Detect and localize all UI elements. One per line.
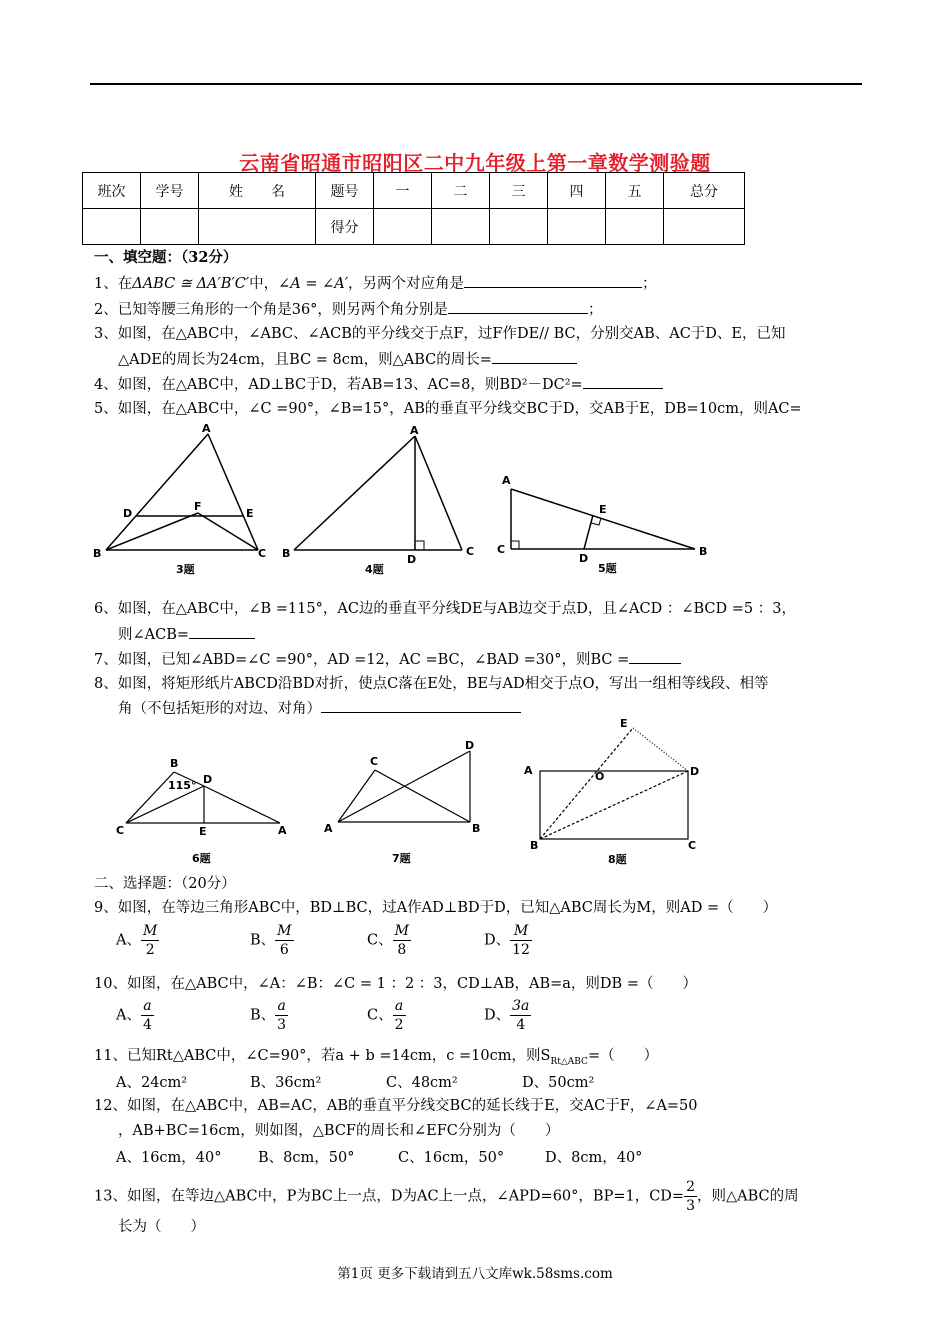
fraction <box>684 1178 697 1215</box>
q1-text: ； <box>642 276 657 292</box>
figure-line <box>338 770 375 822</box>
angle-label: 115° <box>168 779 197 792</box>
right-angle-mark <box>511 541 519 549</box>
question-8-line-2 <box>118 698 521 719</box>
question-3-line-1: 3、如图，在△ABC中，∠ABC、∠ACB的平分线交于点F，过F作DE// BC，分别交AB、AC于D、E，已知 <box>94 326 786 342</box>
question-11 <box>94 1046 658 1072</box>
option-label: C、 <box>367 932 393 949</box>
q11-subscript: Rt△ABC <box>550 1056 588 1067</box>
figure-line <box>126 772 174 823</box>
vertex-label: O <box>595 770 605 783</box>
vertex-label: A <box>524 764 533 777</box>
question-12-line-1: 12、如图，在△ABC中，AB=AC，AB的垂直平分线交BC的延长线于E，交AC于F，∠A=50 <box>94 1098 698 1114</box>
header-rule <box>90 83 862 85</box>
vertex-label: B <box>170 757 179 770</box>
vertex-label: D <box>123 507 133 520</box>
q8-text: 角（不包括矩形的对边、对角） <box>118 701 321 717</box>
option-d[interactable] <box>484 997 531 1034</box>
vertex-label: D <box>465 739 475 752</box>
table-cell: 题号 <box>316 173 374 209</box>
score-cell[interactable] <box>664 209 745 245</box>
denominator: 3 <box>277 1017 287 1033</box>
vertex-label: C <box>688 839 697 852</box>
page-footer: 第1页 更多下载请到五八文库wk.58sms.com <box>337 1266 613 1282</box>
vertex-label: F <box>194 500 202 513</box>
option-label: D、 <box>484 932 511 949</box>
figure-caption: 3题 <box>176 563 195 576</box>
question-5: 5、如图，在△ABC中，∠C =90°，∠B=15°，AB的垂直平分线交BC于D，交AB于E，DB=10cm，则AC= <box>94 401 802 417</box>
figure-7 <box>320 740 490 867</box>
score-cell[interactable] <box>141 209 199 245</box>
answer-blank[interactable] <box>464 273 642 288</box>
denominator: 4 <box>142 1017 152 1033</box>
answer-blank[interactable] <box>492 349 577 364</box>
option-a[interactable] <box>116 997 154 1034</box>
figure-5 <box>495 465 720 580</box>
vertex-label: A <box>502 474 511 487</box>
fraction <box>275 922 293 959</box>
figure-line <box>294 436 415 550</box>
fraction <box>393 922 411 959</box>
denominator: 2 <box>145 942 155 958</box>
option-label: B、 <box>250 932 276 949</box>
figure-8 <box>520 715 710 867</box>
denominator: 8 <box>397 942 407 958</box>
numerator: M <box>394 923 409 939</box>
numerator: a <box>275 997 288 1016</box>
figure-line <box>208 434 258 550</box>
option-b[interactable]: B、8cm，50° <box>258 1150 355 1166</box>
question-3-line-2 <box>118 349 577 370</box>
vertex-label: C <box>370 755 379 768</box>
table-cell: 学号 <box>141 173 199 209</box>
option-c[interactable] <box>367 922 411 959</box>
table-cell: 五 <box>606 173 664 209</box>
option-a[interactable]: A、16cm，40° <box>116 1150 222 1166</box>
numerator: M <box>277 923 292 939</box>
table-cell: 二 <box>432 173 490 209</box>
fraction <box>141 997 154 1034</box>
vertex-label: B <box>530 839 539 852</box>
fraction <box>393 997 406 1034</box>
figure-3 <box>88 420 283 580</box>
question-1 <box>94 273 657 294</box>
figure-line <box>106 513 198 550</box>
q6-text: 则∠ACB= <box>118 627 190 643</box>
vertex-label: E <box>199 825 207 838</box>
option-b[interactable] <box>250 997 288 1034</box>
vertex-label: D <box>690 765 700 778</box>
q3-text: △ADE的周长为24cm，且BC = 8cm，则△ABC的周长= <box>118 352 492 368</box>
figure-dashed-line <box>540 728 633 839</box>
q13-text: 13、如图，在等边△ABC中，P为BC上一点，D为AC上一点，∠APD=60°，BP=1，CD= <box>94 1188 685 1205</box>
option-label: B、 <box>250 1007 276 1024</box>
vertex-label: B <box>93 547 102 560</box>
figure-caption: 7题 <box>392 852 411 865</box>
score-cell[interactable] <box>199 209 316 245</box>
denominator: 2 <box>394 1017 404 1033</box>
option-b[interactable]: B、36cm² <box>250 1075 322 1091</box>
table-cell: 得分 <box>316 209 374 245</box>
vertex-label: B <box>282 547 291 560</box>
numerator: 2 <box>686 1179 695 1195</box>
q7-text: 7、如图，已知∠ABD=∠C =90°，AD =12，AC =BC，∠BAD =30°，则BC = <box>94 652 630 668</box>
q2-text: ； <box>587 302 603 318</box>
fraction <box>510 997 531 1034</box>
score-cell[interactable] <box>490 209 548 245</box>
q1-math: ΔABC ≅ ΔA′B′C′ <box>132 276 250 292</box>
section-heading: 二、选择题：（20分） <box>94 876 236 892</box>
figure-line <box>584 515 593 549</box>
vertex-label: E <box>620 717 628 730</box>
figure-caption: 4题 <box>365 563 384 576</box>
right-angle-mark <box>415 541 424 550</box>
figure-4 <box>280 420 480 580</box>
answer-blank[interactable] <box>629 649 681 664</box>
figure-dashed-line <box>540 771 688 839</box>
question-10: 10、如图，在△ABC中，∠A：∠B：∠C = 1 ：2 ：3，CD⊥AB，AB=a，则DB =（ ） <box>94 976 697 992</box>
q1-text: ，另两个对应角是 <box>348 276 465 292</box>
option-label: A、 <box>116 1007 141 1024</box>
vertex-label: D <box>203 773 213 786</box>
vertex-label: A <box>324 822 333 835</box>
table-cell: 姓 名 <box>199 173 316 209</box>
q4-text: 4、如图，在△ABC中，AD⊥BC于D，若AB=13、AC=8，则BD²－DC²= <box>94 377 583 393</box>
vertex-label: E <box>599 503 607 516</box>
figure-line <box>511 489 695 549</box>
option-c[interactable]: C、48cm² <box>386 1075 458 1091</box>
score-cell[interactable] <box>606 209 664 245</box>
table-cell: 三 <box>490 173 548 209</box>
option-a[interactable]: A、24cm² <box>116 1075 188 1091</box>
denominator: 6 <box>279 942 289 958</box>
question-8-line-1: 8、如图，将矩形纸片ABCD沿BD对折，使点C落在E处，BE与AD相交于点O，写出一组相等线段、相等 <box>94 676 769 692</box>
question-9: 9、如图，在等边三角形ABC中，BD⊥BC，过A作AD⊥BD于D，已知△ABC周长为M，则AD =（ ） <box>94 900 778 916</box>
option-d[interactable]: D、8cm，40° <box>545 1150 643 1166</box>
section-heading: 一、填空题：（32分） <box>94 249 238 266</box>
q2-text: 2、已知等腰三角形的一个角是36°，则另两个角分别是 <box>94 302 448 318</box>
option-label: A、 <box>116 932 141 949</box>
question-13 <box>94 1178 799 1215</box>
vertex-label: D <box>407 553 417 566</box>
vertex-label: B <box>699 545 708 558</box>
vertex-label: E <box>246 507 254 520</box>
answer-blank[interactable] <box>448 299 588 314</box>
figure-6 <box>112 755 297 867</box>
option-a[interactable] <box>116 922 159 959</box>
figure-line <box>106 434 208 550</box>
vertex-label: C <box>497 543 506 556</box>
numerator: M <box>510 922 532 941</box>
denominator: 3 <box>686 1198 695 1214</box>
figure-caption: 5题 <box>598 562 617 575</box>
option-label: D、 <box>484 1007 511 1024</box>
question-6-line-1: 6、如图，在△ABC中，∠B =115°，AC边的垂直平分线DE与AB边交于点D，且∠ACD ：∠BCD =5 ：3， <box>94 601 796 617</box>
answer-blank[interactable] <box>583 374 663 389</box>
option-d[interactable] <box>484 922 532 959</box>
numerator: a <box>141 997 154 1016</box>
option-c[interactable] <box>367 997 406 1034</box>
question-6-line-2 <box>118 624 255 645</box>
table-cell: 总分 <box>664 173 745 209</box>
fraction <box>141 922 159 959</box>
fraction <box>275 997 288 1034</box>
figure-line <box>415 436 462 550</box>
denominator: 4 <box>516 1017 526 1033</box>
figure-line <box>375 770 470 822</box>
score-table <box>82 172 745 245</box>
numerator: M <box>142 923 158 939</box>
q13-text: ，则△ABC的周 <box>697 1188 799 1205</box>
question-13-line-2: 长为（ ） <box>118 1219 205 1235</box>
answer-blank[interactable] <box>321 698 521 713</box>
table-row <box>83 209 745 245</box>
score-cell[interactable] <box>432 209 490 245</box>
fraction <box>510 922 532 959</box>
answer-blank[interactable] <box>189 624 255 639</box>
score-cell[interactable] <box>374 209 432 245</box>
vertex-label: C <box>258 547 267 560</box>
q1-text: 中， <box>249 276 279 292</box>
vertex-label: C <box>116 824 125 837</box>
vertex-label: A <box>202 422 211 435</box>
question-12-line-2: ，AB+BC=16cm，则如图，△BCF的周长和∠EFC分别为（ ） <box>118 1123 560 1139</box>
option-d[interactable]: D、50cm² <box>522 1075 595 1091</box>
vertex-label: A <box>278 824 287 837</box>
question-4 <box>94 374 663 395</box>
table-cell: 一 <box>374 173 432 209</box>
vertex-label: C <box>466 545 475 558</box>
question-2 <box>94 299 602 320</box>
table-row <box>83 173 745 209</box>
q11-text: 11、已知Rt△ABC中，∠C=90°，若a + b =14cm，c =10cm，则S <box>94 1048 551 1064</box>
question-7 <box>94 649 681 670</box>
denominator: 12 <box>512 942 530 958</box>
numerator: a <box>393 997 406 1016</box>
option-label: C、 <box>367 1007 393 1024</box>
numerator: 3a <box>512 998 530 1014</box>
figure-caption: 8题 <box>608 853 627 866</box>
table-cell: 班次 <box>83 173 141 209</box>
score-cell[interactable] <box>83 209 141 245</box>
option-b[interactable] <box>250 922 294 959</box>
figure-caption: 6题 <box>192 852 211 865</box>
score-cell[interactable] <box>548 209 606 245</box>
table-cell: 四 <box>548 173 606 209</box>
figure-line <box>204 786 280 823</box>
option-c[interactable]: C、16cm，50° <box>398 1150 505 1166</box>
figure-dotted-line <box>633 728 688 771</box>
q1-math: ∠A = ∠A′ <box>278 276 349 292</box>
vertex-label: A <box>410 424 419 437</box>
page-title: 云南省昭通市昭阳区二中九年级上第一章数学测验题 <box>239 151 711 175</box>
vertex-label: D <box>579 552 589 565</box>
q11-text: =（ ） <box>587 1048 659 1064</box>
vertex-label: B <box>472 822 481 835</box>
q1-text: 1、在 <box>94 276 133 292</box>
